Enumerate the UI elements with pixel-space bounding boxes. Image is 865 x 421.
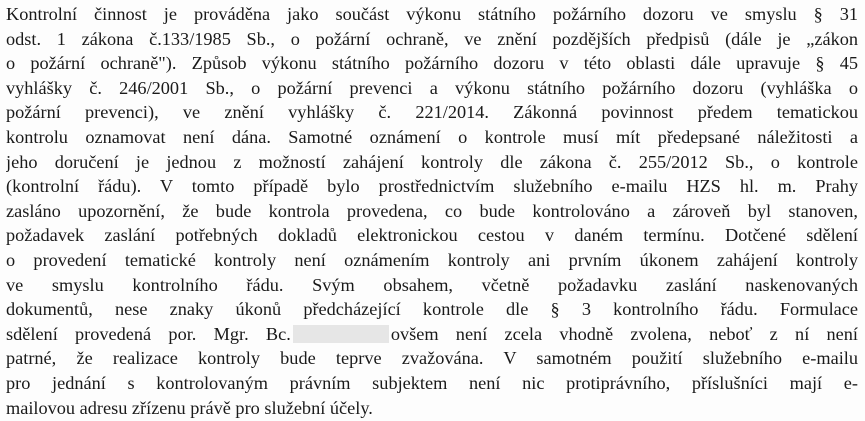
text-line: patrné, že realizace kontroly bude teprve zvažována. V samotném použití služebního e-mailu	[6, 348, 858, 369]
text-line: (kontrolní řádu). V tomto případě bylo prostřednictvím služebního e-mailu HZS hl. m. Prahy	[6, 176, 858, 197]
text-line: jeho doručení je jednou z možností zahájení kontroly dle zákona č. 255/2012 Sb., o kontrole	[6, 151, 858, 172]
text-line: mailovou adresu zřízenu právě pro služební účely.	[6, 397, 373, 418]
redacted-line-after: ovšem není zcela vhodně zvolena, neboť z ní není	[390, 323, 858, 344]
text-line: dokumentů, nese znaky úkonů předcházející kontrole dle § 3 kontrolního řádu. Formulace	[6, 299, 858, 320]
text-line: pro jednání s kontrolovaným právním subjektem není nic protiprávního, příslušníci mají e-	[6, 372, 858, 393]
redacted-line-before: sdělení provedená por. Mgr. Bc.	[6, 323, 291, 344]
redacted-text-line	[6, 322, 858, 347]
text-line: Kontrolní činnost je prováděna jako součást výkonu státního požárního dozoru ve smyslu § 31	[6, 4, 858, 24]
redaction-box	[293, 325, 389, 343]
text-line: zasláno upozornění, že bude kontrola provedena, co bude kontrolováno a zároveň byl stanoven,	[6, 200, 858, 221]
document-body	[6, 2, 858, 420]
text-line: vyhlášky č. 246/2001 Sb., o požární prevenci a výkonu státního požárního dozoru (vyhláška o	[6, 77, 858, 98]
text-line: kontrolu oznamovat není dána. Samotné oznámení o kontrole musí mít předepsané náležitosti a	[6, 126, 858, 147]
text-line: odst. 1 zákona č.133/1985 Sb., o požární ochraně, ve znění pozdějších předpisů (dále je „zákon	[6, 28, 858, 49]
text-line: o provedení tematické kontroly není oznámením kontroly ani prvním úkonem zahájení kontroly	[6, 249, 858, 270]
text-line: o požární ochraně"). Způsob výkonu státního požárního dozoru v této oblasti dále upravuje § 45	[6, 53, 858, 74]
text-line: ve smyslu kontrolního řádu. Svým obsahem, včetně požadavku zaslání naskenovaných	[6, 274, 858, 295]
text-line: požadavek zaslání potřebných dokladů elektronickou cestou v daném termínu. Dotčené sdělení	[6, 225, 858, 246]
text-line: požární prevenci), ve znění vyhlášky č. 221/2014. Zákonná povinnost předem tematickou	[6, 102, 858, 123]
